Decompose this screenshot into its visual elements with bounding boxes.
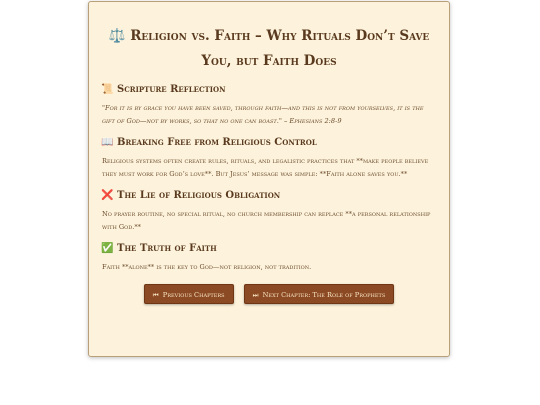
skip-forward-icon: ⏭ — [252, 291, 259, 299]
chapter-navigation — [101, 284, 437, 304]
section-heading — [101, 84, 437, 95]
open-book-icon: 📖 — [101, 137, 114, 148]
scripture-section — [101, 84, 437, 128]
previous-chapters-label: Previous Chapters — [162, 291, 225, 299]
chapter-card — [88, 1, 450, 357]
next-chapter-button[interactable] — [244, 284, 395, 304]
next-chapter-label: Next Chapter: The Role of Prophets — [262, 291, 386, 299]
section-text: Religious systems often create rules, rituals, and legalistic practices that **make people believe they must work for God’s love**. But Jesus’ message was simple: **Faith alone saves you.** — [102, 157, 429, 178]
cross-mark-icon: ❌ — [101, 190, 114, 201]
truth-of-faith-section — [101, 243, 437, 274]
section-heading — [101, 190, 437, 201]
previous-chapters-button[interactable] — [144, 284, 234, 304]
page-title: ⚖️ Religion vs. Faith – Why Rituals Don’t Save You, but Faith Does — [108, 28, 430, 69]
breaking-free-section — [101, 137, 437, 181]
section-heading-label: The Lie of Religious Obligation — [117, 190, 281, 201]
section-heading — [101, 137, 437, 148]
section-heading — [101, 243, 437, 254]
scroll-icon: 📜 — [101, 84, 114, 95]
section-text: No prayer routine, no special ritual, no church membership can replace **a personal relationship with God.** — [102, 210, 431, 231]
scripture-quote: "For it is by grace you have been saved, through faith—and this is not from yourselves, it is the gift of God—not by works, so that no one can boast." – Ephesians 2:8-9 — [102, 104, 424, 125]
section-heading-label: Breaking Free from Religious Control — [117, 137, 317, 148]
skip-back-icon: ⏮ — [152, 291, 159, 299]
section-heading-label: The Truth of Faith — [117, 243, 217, 254]
check-mark-icon: ✅ — [101, 243, 114, 254]
section-text: Faith **alone** is the key to God—not religion, not tradition. — [102, 263, 312, 271]
religious-obligation-section — [101, 190, 437, 234]
section-heading-label: Scripture Reflection — [117, 84, 226, 95]
